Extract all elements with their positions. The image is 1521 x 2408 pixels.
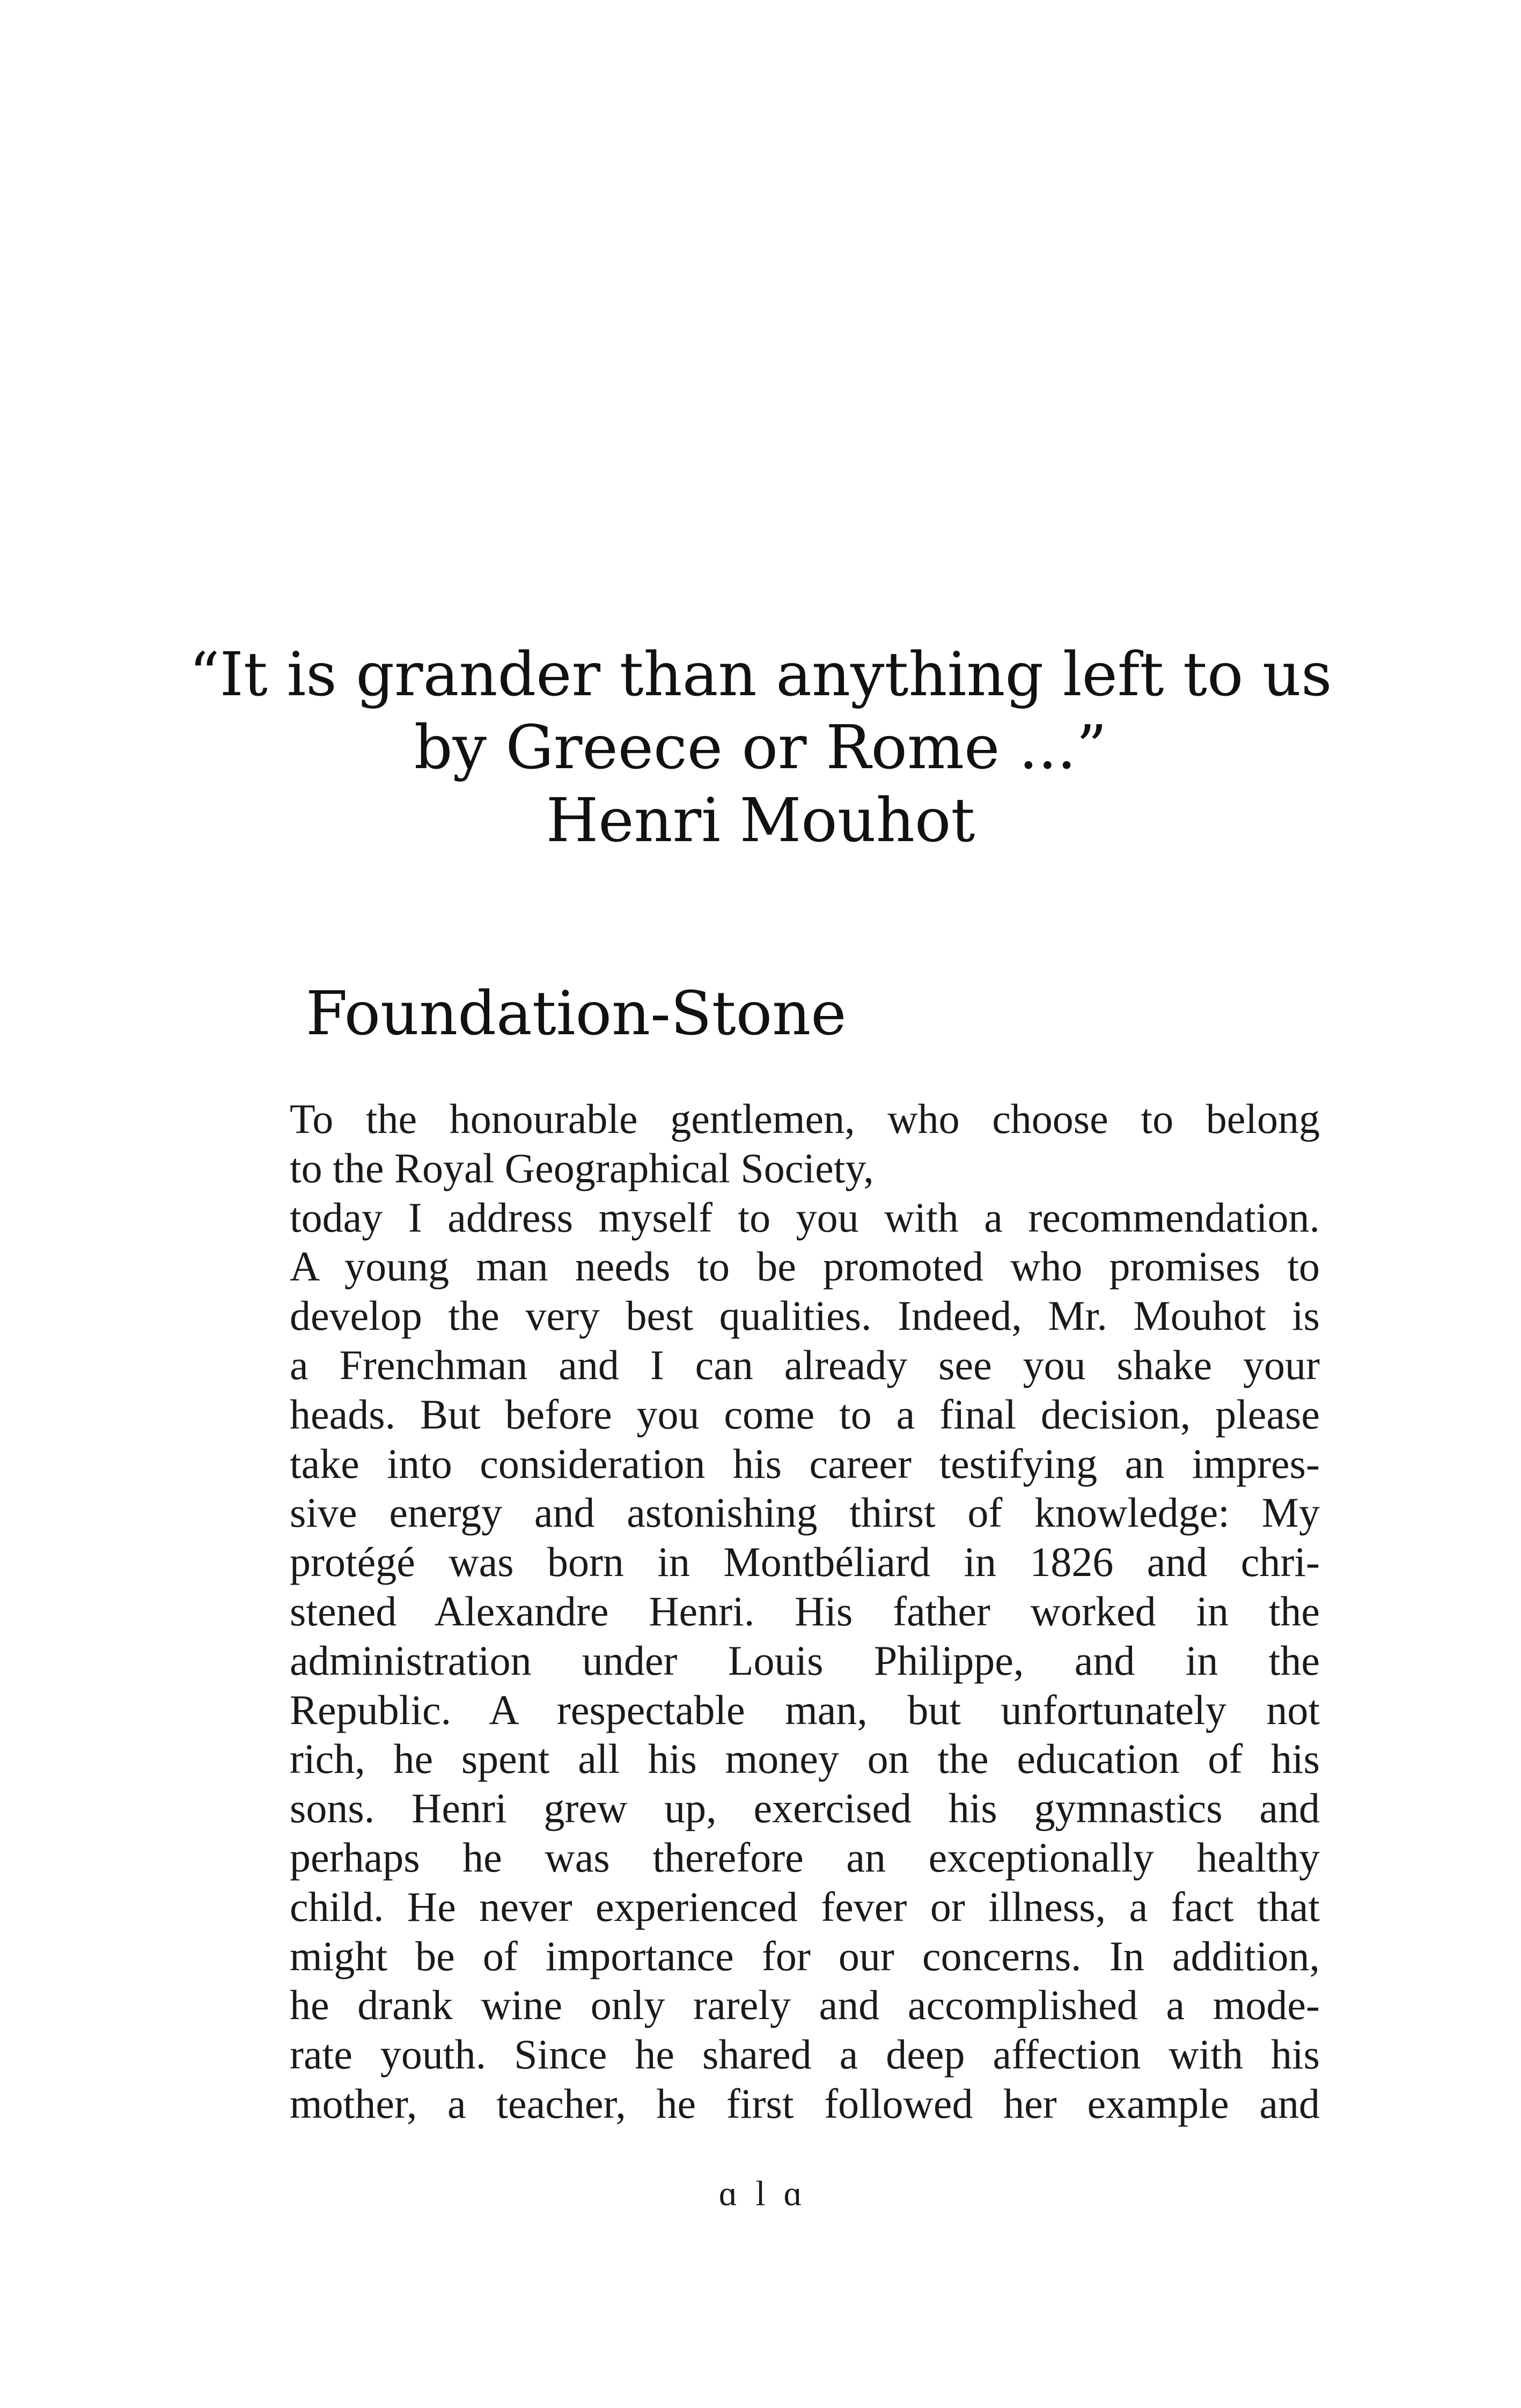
body-line: sive energy and astonishing thirst of knowledge: My [290, 1489, 1320, 1536]
epigraph-line: by Greece or Rome ...” [414, 713, 1107, 783]
body-line: rate youth. Since he shared a deep affection with his [290, 2031, 1320, 2078]
epigraph-author: Henri Mouhot [546, 786, 975, 856]
body-line: administration under Louis Philippe, and in the [290, 1637, 1320, 1684]
epigraph [0, 638, 1521, 857]
body-line: develop the very best qualities. Indeed, Mr. Mouhot is [290, 1292, 1320, 1339]
chapter-title: Foundation-Stone [306, 979, 847, 1049]
body-line: a Frenchman and I can already see you shake your [290, 1341, 1320, 1388]
page-number: l [755, 2174, 766, 2213]
body-line: stened Alexandre Henri. His father worked in the [290, 1587, 1320, 1634]
ornament-right-icon: ɑ [783, 2174, 803, 2213]
body-line: he drank wine only rarely and accomplished a mode- [290, 1982, 1320, 2029]
body-line: today I address myself to you with a recommendation. [290, 1194, 1320, 1241]
body-line: heads. But before you come to a final decision, please [290, 1390, 1320, 1438]
body-line: To the honourable gentlemen, who choose to belong [290, 1095, 1320, 1142]
body-line: sons. Henri grew up, exercised his gymnastics and [290, 1785, 1320, 1832]
page-footer [0, 2173, 1521, 2215]
body-line: protégé was born in Montbéliard in 1826 and chri- [290, 1538, 1320, 1586]
body-line: mother, a teacher, he first followed her example and [290, 2080, 1320, 2127]
ornament-left-icon: ɑ [718, 2174, 738, 2213]
body-line: take into consideration his career testifying an impres- [290, 1440, 1320, 1487]
body-line: child. He never experienced fever or illness, a fact that [290, 1883, 1320, 1930]
body-line: to the Royal Geographical Society, [290, 1144, 874, 1191]
body-line: Republic. A respectable man, but unfortunately not [290, 1686, 1320, 1733]
epigraph-line: “It is grander than anything left to us [189, 640, 1332, 710]
body-line: A young man needs to be promoted who promises to [290, 1243, 1320, 1290]
body-line: might be of importance for our concerns. In addition, [290, 1932, 1320, 1979]
body-text [290, 1094, 1320, 2129]
body-line: perhaps he was therefore an exceptionally healthy [290, 1833, 1320, 1881]
body-line: rich, he spent all his money on the education of his [290, 1735, 1320, 1783]
